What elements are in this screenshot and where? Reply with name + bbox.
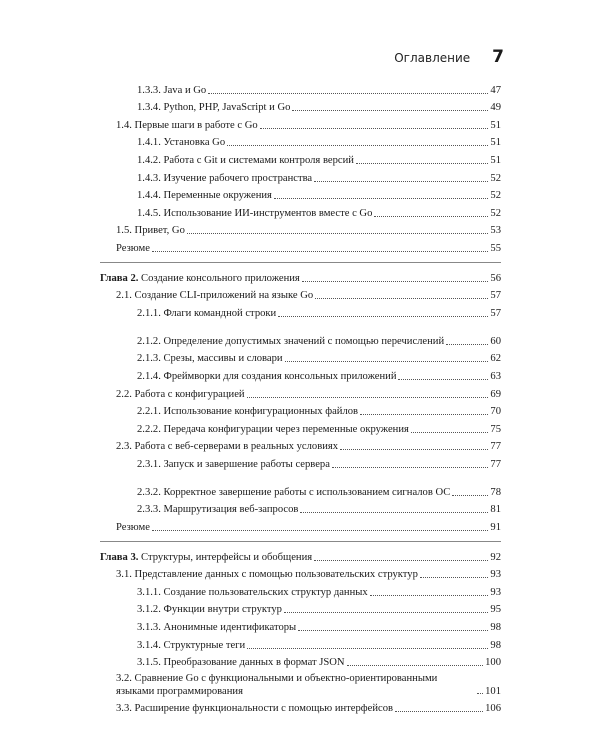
toc-entry-label: 2.3.1. Запуск и завершение работы сервера	[137, 458, 330, 470]
toc-entry-page: 51	[490, 119, 501, 131]
chapter-heading[interactable]	[100, 547, 501, 565]
toc-entry-label: Резюме	[116, 522, 150, 534]
chapter-prefix: Глава 3.	[100, 551, 139, 563]
dot-leader	[411, 431, 489, 433]
dot-leader	[187, 232, 489, 234]
dot-leader	[300, 511, 488, 513]
dot-leader	[260, 127, 489, 129]
dot-leader	[227, 144, 488, 146]
dot-leader	[292, 109, 488, 111]
dot-leader	[347, 664, 484, 666]
section-divider	[100, 541, 501, 542]
toc-entry-label: 1.3.3. Java и Go	[137, 84, 207, 96]
toc-entry-label: 3.1.4. Структурные теги	[137, 639, 246, 651]
toc-entry-page: 52	[490, 190, 501, 202]
toc-entry[interactable]	[100, 98, 501, 116]
toc-entry-label: 1.4.2. Работа с Git и системами контроля версий	[137, 154, 354, 166]
toc-entry[interactable]	[100, 419, 501, 437]
dot-leader	[446, 343, 488, 345]
dot-leader	[360, 413, 488, 415]
toc-entry[interactable]	[100, 454, 501, 472]
table-of-contents	[100, 80, 501, 716]
toc-entry-page: 70	[490, 406, 501, 418]
toc-entry-page: 93	[490, 569, 501, 581]
toc-entry[interactable]	[100, 349, 501, 367]
toc-entry[interactable]	[100, 670, 501, 698]
toc-entry[interactable]	[100, 517, 501, 535]
chapter-heading[interactable]	[100, 268, 501, 286]
toc-entry-page: 78	[490, 487, 501, 499]
toc-entry-label: 3.1.5. Преобразование данных в формат JSON	[137, 657, 345, 669]
dot-leader	[274, 197, 489, 199]
toc-entry-label: 1.4. Первые шаги в работе с Go	[116, 119, 258, 131]
chapter-title: Создание консольного приложения	[138, 272, 300, 284]
toc-entry[interactable]	[100, 366, 501, 384]
toc-entry-page: 93	[490, 586, 501, 598]
toc-entry-label: 2.1. Создание CLI-приложений на языке Go	[116, 290, 314, 302]
toc-entry-page: 101	[485, 685, 501, 697]
toc-entry-label: 1.4.5. Использование ИИ-инструментов вместе с Go	[137, 207, 373, 219]
dot-leader	[208, 92, 488, 94]
dot-leader	[356, 162, 488, 164]
toc-entry-label: 1.5. Привет, Go	[116, 225, 185, 237]
toc-entry[interactable]	[100, 80, 501, 98]
dot-leader	[152, 250, 488, 252]
toc-entry-page: 77	[490, 441, 501, 453]
toc-entry-page: 57	[490, 290, 501, 302]
toc-entry[interactable]	[100, 203, 501, 221]
dot-leader	[340, 448, 488, 450]
toc-entry-page: 100	[485, 657, 501, 669]
running-header	[394, 47, 504, 67]
toc-entry-page: 98	[490, 622, 501, 634]
toc-entry[interactable]	[100, 617, 501, 635]
section-divider	[100, 262, 501, 263]
toc-entry[interactable]	[100, 600, 501, 618]
toc-entry-page: 57	[490, 307, 501, 319]
toc-entry[interactable]	[100, 472, 501, 500]
toc-entry-page: 106	[485, 702, 501, 714]
toc-entry-label: 3.3. Расширение функциональности с помощью интерфейсов	[116, 702, 394, 714]
toc-entry[interactable]	[100, 186, 501, 204]
toc-entry-label: 2.2. Работа с конфигурацией	[116, 388, 245, 400]
toc-entry-page: 75	[490, 423, 501, 435]
toc-entry[interactable]	[100, 653, 501, 671]
toc-entry[interactable]	[100, 565, 501, 583]
chapter-page: 92	[490, 551, 501, 563]
toc-entry-label: 1.4.1. Установка Go	[137, 137, 226, 149]
toc-entry-label: 2.3. Работа с веб-серверами в реальных условиях	[116, 441, 339, 453]
toc-entry[interactable]	[100, 238, 501, 256]
toc-entry-page: 53	[490, 225, 501, 237]
toc-entry-label: 2.2.2. Передача конфигурации через переменные окружения	[137, 423, 409, 435]
toc-entry-label: 2.2.1. Использование конфигурационных файлов	[137, 406, 359, 418]
dot-leader	[284, 611, 488, 613]
chapter-title: Структуры, интерфейсы и обобщения	[138, 551, 313, 563]
toc-entry-label: 2.3.2. Корректное завершение работы с использованием сигналов ОС	[137, 487, 451, 499]
toc-entry-label: 1.3.4. Python, PHP, JavaScript и Go	[137, 102, 291, 114]
dot-leader	[247, 396, 489, 398]
toc-entry-page: 55	[490, 242, 501, 254]
toc-entry-page: 52	[490, 207, 501, 219]
dot-leader	[332, 466, 488, 468]
toc-entry-label: 3.1.3. Анонимные идентификаторы	[137, 622, 297, 634]
toc-entry-label: 2.1.2. Определение допустимых значений с помощью перечислений	[137, 336, 445, 348]
toc-entry-page: 51	[490, 137, 501, 149]
toc-entry-label: 1.4.3. Изучение рабочего пространства	[137, 172, 313, 184]
dot-leader	[247, 647, 488, 649]
toc-entry-page: 60	[490, 336, 501, 348]
toc-entry-label: 3.1.2. Функции внутри структур	[137, 604, 282, 616]
toc-entry[interactable]	[100, 384, 501, 402]
toc-entry-page: 51	[490, 154, 501, 166]
toc-entry[interactable]	[100, 635, 501, 653]
toc-entry-page: 49	[490, 102, 501, 114]
toc-entry[interactable]	[100, 303, 501, 321]
toc-entry-page: 47	[490, 84, 501, 96]
toc-entry[interactable]	[100, 698, 501, 716]
toc-entry[interactable]	[100, 582, 501, 600]
toc-entry-label: 3.1. Представление данных с помощью пользовательских структур	[116, 569, 418, 581]
dot-leader	[298, 629, 488, 631]
toc-entry[interactable]	[100, 150, 501, 168]
dot-leader	[152, 529, 488, 531]
dot-leader	[315, 297, 488, 299]
toc-entry-page: 69	[490, 388, 501, 400]
chapter-page: 56	[490, 272, 501, 284]
toc-entry[interactable]	[100, 286, 501, 304]
toc-entry-page: 52	[490, 172, 501, 184]
toc-entry-label: 2.3.3. Маршрутизация веб-запросов	[137, 504, 299, 516]
toc-entry-label: 2.1.4. Фреймворки для создания консольных приложений	[137, 370, 397, 382]
toc-entry[interactable]	[100, 500, 501, 518]
dot-leader	[302, 280, 489, 282]
toc-entry-label: 2.1.1. Флаги командной строки	[137, 307, 277, 319]
dot-leader	[477, 692, 483, 694]
toc-entry-label: 3.1.1. Создание пользовательских структур данных	[137, 586, 368, 598]
dot-leader	[370, 594, 489, 596]
toc-entry[interactable]	[100, 321, 501, 349]
dot-leader	[374, 215, 488, 217]
toc-entry[interactable]	[100, 437, 501, 455]
toc-entry-label: 3.2. Сравнение Go с функциональными и объектно-ориентированными языками программирования	[116, 673, 438, 697]
toc-entry-page: 63	[490, 370, 501, 382]
chapter-prefix: Глава 2.	[100, 272, 139, 284]
toc-entry-page: 98	[490, 639, 501, 651]
toc-entry[interactable]	[100, 221, 501, 239]
toc-entry-label: 2.1.3. Срезы, массивы и словари	[137, 353, 283, 365]
dot-leader	[285, 360, 489, 362]
dot-leader	[398, 378, 488, 380]
toc-entry-page: 91	[490, 522, 501, 534]
dot-leader	[314, 180, 488, 182]
chapter-label	[100, 550, 312, 565]
toc-entry-page: 81	[490, 504, 501, 516]
toc-entry-page: 77	[490, 458, 501, 470]
dot-leader	[420, 576, 489, 578]
toc-entry-label: 1.4.4. Переменные окружения	[137, 190, 272, 202]
header-title: Оглавление	[394, 51, 471, 65]
dot-leader	[314, 559, 488, 561]
toc-entry-label: Резюме	[116, 242, 150, 254]
dot-leader	[395, 710, 483, 712]
toc-entry[interactable]	[100, 168, 501, 186]
toc-entry[interactable]	[100, 115, 501, 133]
toc-entry-page: 95	[490, 604, 501, 616]
dot-leader	[278, 315, 488, 317]
header-page-number: 7	[492, 47, 504, 67]
chapter-label	[100, 271, 300, 286]
toc-entry-page: 62	[490, 353, 501, 365]
toc-entry[interactable]	[100, 133, 501, 151]
dot-leader	[452, 494, 488, 496]
toc-entry[interactable]	[100, 402, 501, 420]
